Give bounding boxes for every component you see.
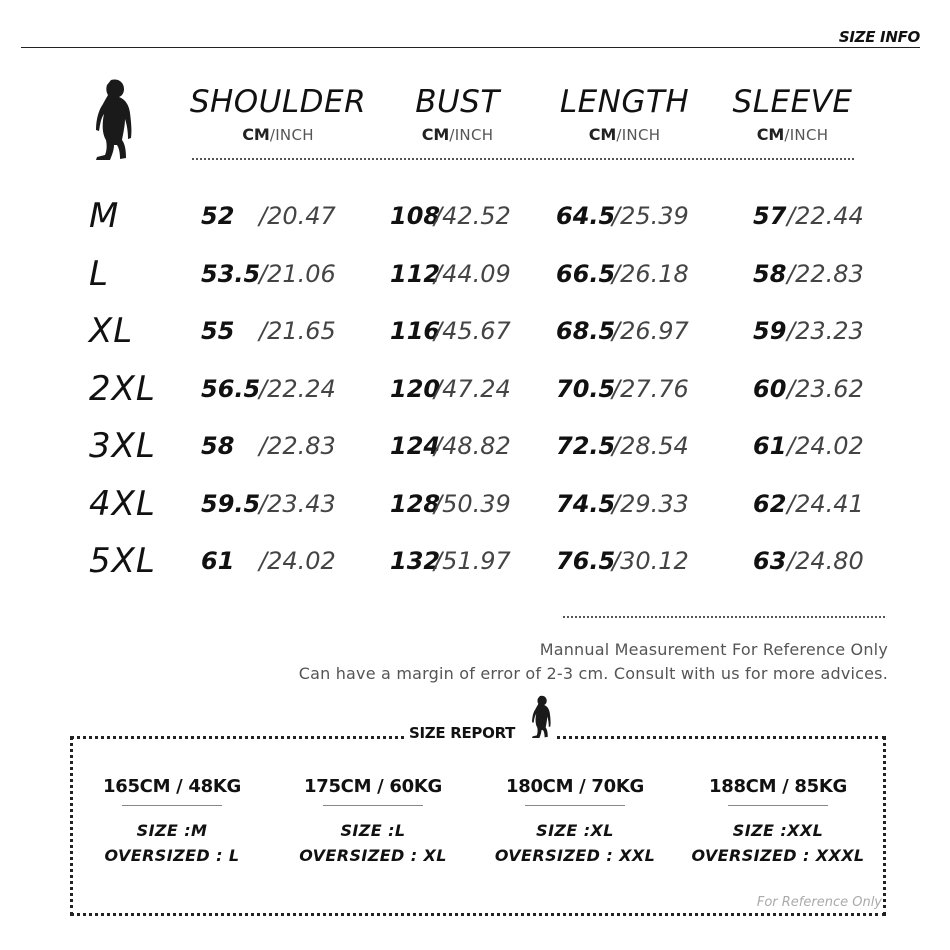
inch-value: /21.65: [259, 317, 336, 345]
bust-inch-value: [434, 369, 511, 409]
measurement-note: Mannual Measurement For Reference Only: [539, 640, 888, 659]
sleeve-cm-value: [753, 254, 786, 294]
bust-cm-value: [390, 484, 440, 524]
inch-value: /48.82: [434, 432, 511, 460]
bust-inch-value: [434, 484, 511, 524]
cm-value: 58: [753, 260, 787, 288]
sleeve-cm-value: [753, 541, 786, 581]
sleeve-inch-value: [787, 484, 864, 524]
bust-cm-value: [390, 541, 440, 581]
length-cm-value: [556, 196, 615, 236]
cm-value: 72.5: [556, 432, 616, 460]
header-dotted-divider: [192, 158, 854, 160]
bust-cm-value: [390, 311, 440, 351]
sleeve-inch-value: [787, 426, 864, 466]
column-title: LENGTH: [559, 84, 690, 120]
report-rule: [323, 805, 423, 806]
shoulder-inch-value: [259, 196, 336, 236]
margin-note: Can have a margin of error of 2-3 cm. Consult with us for more advices.: [298, 664, 888, 683]
header-divider: [21, 47, 920, 48]
inch-value: /42.52: [434, 202, 511, 230]
size-info-title: SIZE INFO: [838, 28, 920, 46]
report-entry: [480, 776, 670, 868]
column-unit: [725, 124, 860, 146]
report-oversized: OVERSIZED : L: [104, 846, 240, 865]
shoulder-inch-value: [259, 541, 336, 581]
cm-value: 116: [390, 317, 441, 345]
sleeve-cm-value: [753, 196, 786, 236]
sleeve-inch-value: [787, 369, 864, 409]
column-title: SLEEVE: [732, 84, 853, 120]
bust-inch-value: [434, 311, 511, 351]
shoulder-inch-value: [259, 311, 336, 351]
column-header-shoulder: [188, 84, 368, 146]
column-unit: [552, 124, 697, 146]
cm-value: 60: [753, 375, 787, 403]
report-oversized: OVERSIZED : XXL: [494, 846, 656, 865]
cm-value: 59.5: [201, 490, 261, 518]
length-inch-value: [612, 541, 689, 581]
inch-value: /47.24: [434, 375, 511, 403]
length-cm-value: [556, 484, 615, 524]
unit-inch: /INCH: [784, 126, 829, 144]
inch-value: /27.76: [612, 375, 689, 403]
size-label: 5XL: [89, 541, 156, 581]
unit-cm: CM: [242, 125, 270, 144]
size-label: XL: [89, 311, 134, 351]
shoulder-inch-value: [259, 426, 336, 466]
inch-value: /24.41: [787, 490, 864, 518]
inch-value: /24.80: [787, 547, 864, 575]
size-label: L: [89, 254, 109, 294]
bust-inch-value: [434, 426, 511, 466]
length-cm-value: [556, 369, 615, 409]
column-header-bust: [395, 84, 520, 146]
bust-inch-value: [434, 541, 511, 581]
sleeve-inch-value: [787, 311, 864, 351]
report-rule: [122, 805, 222, 806]
cm-value: 53.5: [201, 260, 261, 288]
cm-value: 59: [753, 317, 787, 345]
bust-inch-value: [434, 254, 511, 294]
shoulder-cm-value: [201, 369, 260, 409]
inch-value: /23.43: [259, 490, 336, 518]
shoulder-inch-value: [259, 369, 336, 409]
column-title: SHOULDER: [189, 84, 367, 120]
shoulder-inch-value: [259, 484, 336, 524]
cm-value: 52: [201, 202, 235, 230]
inch-value: /20.47: [259, 202, 336, 230]
column-title: BUST: [415, 84, 500, 120]
cm-value: 56.5: [201, 375, 261, 403]
bust-inch-value: [434, 196, 511, 236]
inch-value: /44.09: [434, 260, 511, 288]
size-report-title: SIZE REPORT: [405, 724, 539, 742]
cm-value: 132: [390, 547, 441, 575]
inch-value: /22.83: [787, 260, 864, 288]
size-label: 2XL: [89, 369, 156, 409]
inch-value: /22.44: [787, 202, 864, 230]
bust-cm-value: [390, 254, 440, 294]
report-entry: [278, 776, 468, 868]
cm-value: 64.5: [556, 202, 616, 230]
inch-value: /29.33: [612, 490, 689, 518]
inch-value: /50.39: [434, 490, 511, 518]
report-entry: [77, 776, 267, 868]
length-inch-value: [612, 369, 689, 409]
cm-value: 58: [201, 432, 235, 460]
sleeve-cm-value: [753, 484, 786, 524]
shoulder-inch-value: [259, 254, 336, 294]
notes-dotted-divider: [563, 616, 885, 618]
sleeve-inch-value: [787, 254, 864, 294]
column-header-sleeve: [725, 84, 860, 146]
unit-inch: /INCH: [269, 126, 314, 144]
column-header-length: [552, 84, 697, 146]
unit-cm: CM: [588, 125, 617, 144]
shoulder-cm-value: [201, 254, 260, 294]
cm-value: 108: [390, 202, 441, 230]
inch-value: /51.97: [434, 547, 511, 575]
sleeve-cm-value: [753, 426, 786, 466]
shoulder-cm-value: [201, 484, 260, 524]
cm-value: 124: [390, 432, 441, 460]
cm-value: 62: [753, 490, 787, 518]
size-label: 4XL: [89, 484, 156, 524]
report-rule: [525, 805, 625, 806]
sleeve-cm-value: [753, 369, 786, 409]
sleeve-cm-value: [753, 311, 786, 351]
sleeve-inch-value: [787, 541, 864, 581]
length-cm-value: [556, 426, 615, 466]
length-inch-value: [612, 254, 689, 294]
cm-value: 70.5: [556, 375, 616, 403]
inch-value: /25.39: [612, 202, 689, 230]
unit-inch: /INCH: [616, 126, 661, 144]
length-inch-value: [612, 484, 689, 524]
ape-figure-icon: [528, 694, 556, 740]
inch-value: /26.97: [612, 317, 689, 345]
report-oversized: OVERSIZED : XL: [299, 846, 447, 865]
report-measure: 180CM / 70KG: [506, 776, 644, 797]
cm-value: 61: [201, 547, 235, 575]
report-size: SIZE :L: [340, 821, 406, 840]
report-size: SIZE :XXL: [732, 821, 824, 840]
length-inch-value: [612, 196, 689, 236]
size-label: 3XL: [89, 426, 156, 466]
column-unit: [395, 124, 520, 146]
cm-value: 128: [390, 490, 441, 518]
size-label: M: [89, 196, 120, 236]
report-measure: 175CM / 60KG: [304, 776, 442, 797]
inch-value: /22.83: [259, 432, 336, 460]
inch-value: /24.02: [259, 547, 336, 575]
report-rule: [728, 805, 828, 806]
inch-value: /26.18: [612, 260, 689, 288]
sleeve-inch-value: [787, 196, 864, 236]
unit-cm: CM: [421, 125, 450, 144]
shoulder-cm-value: [201, 426, 234, 466]
inch-value: /30.12: [612, 547, 689, 575]
bust-cm-value: [390, 426, 440, 466]
report-oversized: OVERSIZED : XXXL: [691, 846, 865, 865]
ape-figure-icon: [94, 78, 136, 162]
report-size: SIZE :XL: [536, 821, 614, 840]
cm-value: 55: [201, 317, 235, 345]
length-inch-value: [612, 311, 689, 351]
inch-value: /45.67: [434, 317, 511, 345]
cm-value: 76.5: [556, 547, 616, 575]
cm-value: 66.5: [556, 260, 616, 288]
inch-value: /23.23: [787, 317, 864, 345]
cm-value: 120: [390, 375, 441, 403]
report-entry: [683, 776, 873, 868]
length-cm-value: [556, 254, 615, 294]
length-cm-value: [556, 311, 615, 351]
shoulder-cm-value: [201, 311, 234, 351]
inch-value: /23.62: [787, 375, 864, 403]
length-cm-value: [556, 541, 615, 581]
cm-value: 112: [390, 260, 441, 288]
cm-value: 61: [753, 432, 787, 460]
length-inch-value: [612, 426, 689, 466]
unit-inch: /INCH: [449, 126, 494, 144]
column-unit: [188, 124, 368, 146]
report-size: SIZE :M: [136, 821, 208, 840]
bust-cm-value: [390, 369, 440, 409]
report-measure: 165CM / 48KG: [103, 776, 241, 797]
bust-cm-value: [390, 196, 440, 236]
cm-value: 63: [753, 547, 787, 575]
inch-value: /21.06: [259, 260, 336, 288]
inch-value: /24.02: [787, 432, 864, 460]
shoulder-cm-value: [201, 196, 234, 236]
unit-cm: CM: [756, 125, 785, 144]
cm-value: 74.5: [556, 490, 616, 518]
cm-value: 68.5: [556, 317, 616, 345]
cm-value: 57: [753, 202, 787, 230]
reference-note: For Reference Only: [756, 895, 882, 910]
inch-value: /22.24: [259, 375, 336, 403]
shoulder-cm-value: [201, 541, 234, 581]
inch-value: /28.54: [612, 432, 689, 460]
report-measure: 188CM / 85KG: [709, 776, 847, 797]
